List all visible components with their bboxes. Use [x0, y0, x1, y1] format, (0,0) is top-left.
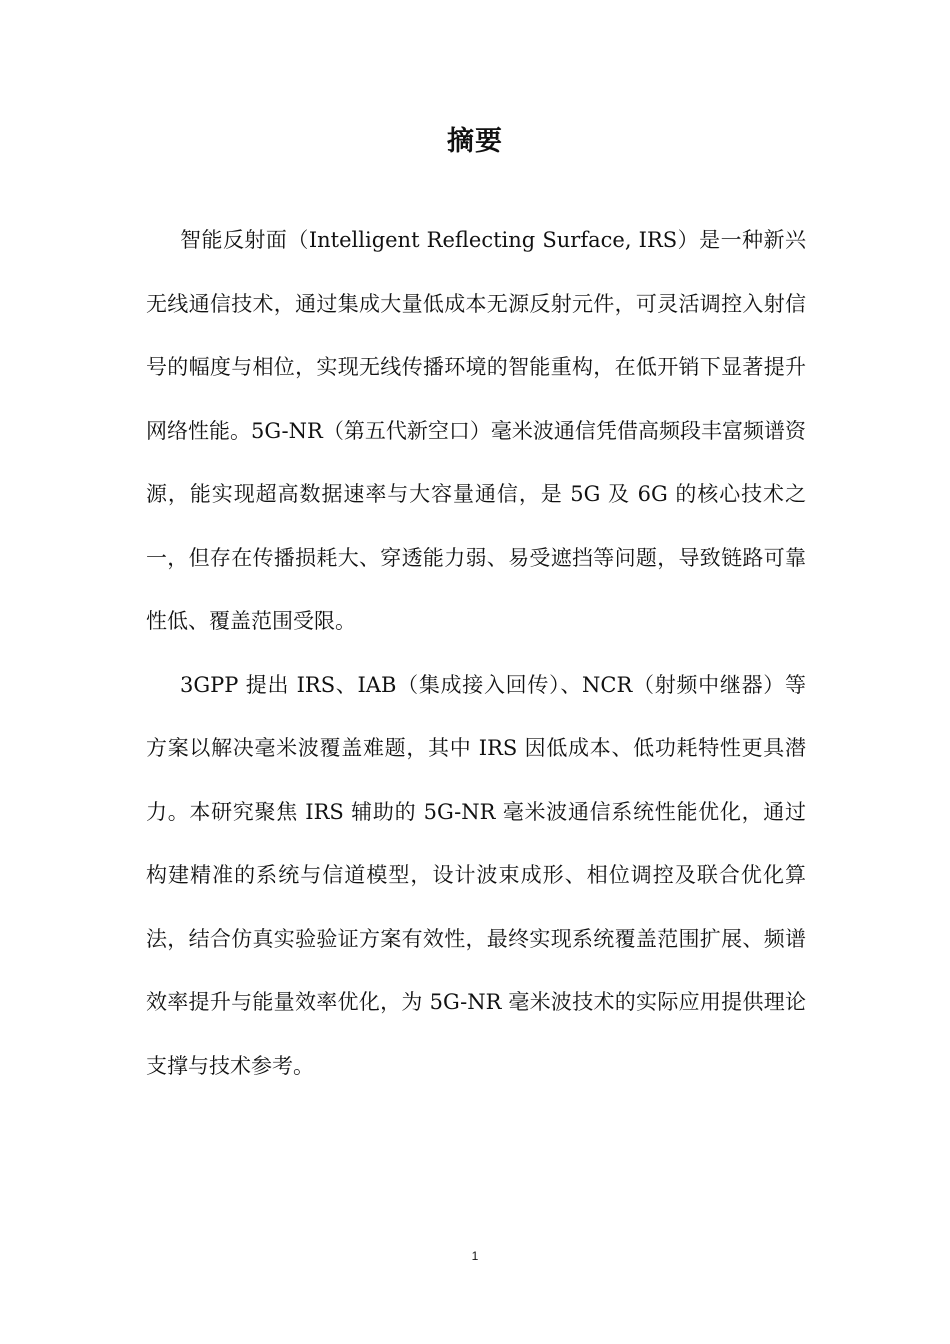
- abstract-title: 摘要: [447, 126, 503, 157]
- abstract-paragraph-1: 智能反射面（Intelligent Reflecting Surface, IRS）是一种新兴无线通信技术，通过集成大量低成本无源反射元件，可灵活调控入射信号的幅度与相位，实现无线传播环境的智能重构，在低开销下显著提升网络性能。5G-NR（第五代新空口）毫米波通信凭借高频段丰富频谱资源，能实现超高数据速率与大容量通信，是 5G 及 6G 的核心技术之一，但存在传播损耗大、穿透能力弱、易受遮挡等问题，导致链路可靠性低、覆盖范围受限。: [146, 228, 806, 633]
- abstract-body: [146, 209, 806, 1098]
- page-number: 1: [471, 1249, 479, 1263]
- abstract-paragraph-2: 3GPP 提出 IRS、IAB（集成接入回传）、NCR（射频中继器）等方案以解决毫米波覆盖难题，其中 IRS 因低成本、低功耗特性更具潜力。本研究聚焦 IRS 辅助的 5G-NR 毫米波通信系统性能优化，通过构建精准的系统与信道模型，设计波束成形、相位调控及联合优化算法，结合仿真实验验证方案有效性，最终实现系统覆盖范围扩展、频谱效率提升与能量效率优化，为 5G-NR 毫米波技术的实际应用提供理论支撑与技术参考。: [146, 672, 806, 1078]
